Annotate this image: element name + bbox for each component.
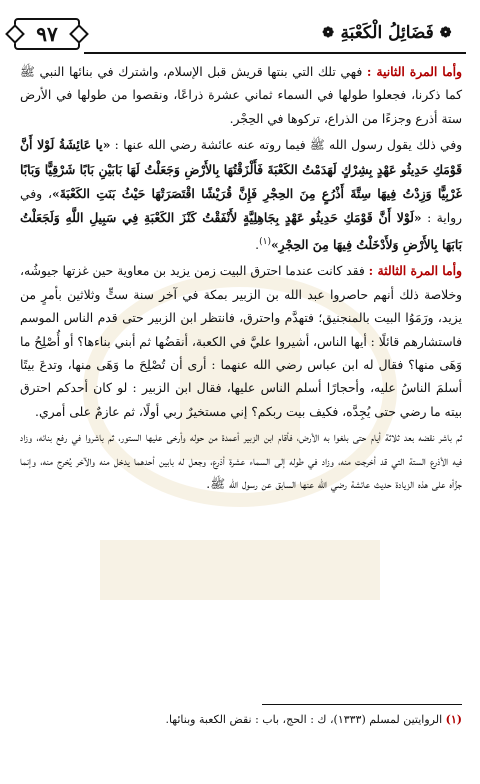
header-rule [84,52,466,54]
paragraph-third-time [20,259,462,424]
paragraph-connector: ، وفي رواية : [20,187,462,226]
paragraph-text: فقد كانت عندما احترق البيت زمن يزيد بن معاوية حين غزتها جيوشُه، وخلاصة ذلك أنهم حاصروا عبد الله بن الزبير بمكة في آخر سنة ستٍّ وثلاثين بأمرٍ من يزيد، ورَمَوُا البيت بالمنجنيق؛ فتهدَّم واحترق، فانتظر ابن الزبير حتى قدم الناس الموسم فاستشارهم قائلًا : أيها الناس، أشيروا عليَّ في الكعبة، أنقضُها ثم أبني بناءها؟ أو أُصْلِحُ ما وَهَى منها؟ فقال له ابن عباس رضي الله عنهما : أرى أن تُصْلِحَ ما وَهَى منها، وتدعَ بيتًا أسلمَ الناسُ عليه، وأحجارًا أسلم الناس عليها، فقال ابن الزبير : لو كان أحدكم احترق بيته ما رضي حتى يُجِدَّه، فكيف بيت ربكم؟ إني مستخيرٌ ربي أولًا، ثم عازمٌ على أمري. [19,264,462,419]
section-label: وأما المرة الثالثة : [368,263,462,279]
ornament-icon: ❁ [439,25,452,41]
page-number-text: ٩٧ [36,22,58,46]
hadith-quote: «لَوْلا أَنَّ قَوْمَكِ حَدِيثُو عَهْدٍ بِجَاهِلِيَّةٍ لأَنْفَقْتُ كَنْزَ الكَعْبَةِ فِي سَبِيلِ اللَّهِ وَلَجَعَلْتُ بَابَهَا بِالأَرْضِ وَلأَدْخَلْتُ فِيهَا مِنَ الحِجْرِ» [20,210,462,252]
page-number [14,18,80,50]
paragraph-second-time [20,60,462,131]
paragraph-end: . [255,237,260,252]
footnote [20,711,462,729]
section-label: وأما المرة الثانية : [366,64,462,79]
paragraph-intro: وفي ذلك يقول رسول الله ﷺ فيما روته عنه عائشة رضي الله عنها : [110,138,463,153]
ornament-icon: ❁ [322,25,335,41]
paragraph-hadith [20,133,462,257]
main-text [20,60,462,496]
footnote-marker[interactable]: (١) [259,236,271,247]
footnote-rule [262,704,462,705]
paragraph-rebuilding [20,426,462,496]
footnote-number: (١) [445,713,462,726]
page-header [14,16,466,52]
paragraph-text: ثم باشر نقضه بعد ثلاثة أيام حتى بلغوا به الأرض، فأقام ابن الزبير أعمدة من حوله وأرخى عليها الستور، ثم باشروا في رفع بنائه، وزاد فيه الأذرع الستة التي قد أخرجت منه، وزاد في طوله إلى السماء عشرة أذرع، وجعل له بابين أحدهما يدخل منه والآخر يُخرج منه، وإنما جزَّأه على هذه الزيادة حديث عائشة رضي الله عنها السابق عن رسول الله ﷺ. [20,430,462,491]
running-title-text: فَضَائِلُ الْكَعْبَةِ [340,23,434,43]
running-title [322,20,452,46]
footnote-text: الروايتين لمسلم (١٣٣٣)، ك : الحج، باب : نقض الكعبة وبنائها. [165,713,446,726]
hadith-quote: «يا عَائِشَةُ لَوْلا أَنَّ قَوْمَكِ حَدِيثُو عَهْدٍ بِشِرْكٍ لَهَدَمْتُ الكَعْبَةَ فَأَلْزَقْتُهَا بِالأَرْضِ وَجَعَلْتُ لَهَا بَابَيْنِ بَابًا شَرْقِيًّا وَبَابًا غَرْبِيًّا وَزِدْتُ فِيهَا سِتَّةَ أَذْرُعٍ مِنَ الحِجْرِ فَإِنَّ قُرَيْشًا اقْتَصَرَتْهَا حَيْثُ بَنَتِ الكَعْبَةَ» [20,137,462,202]
paragraph-text: فهي تلك التي بنتها قريش قبل الإسلام، واشترك في بنائها النبي ﷺ كما ذكرنا، فجعلوا طولها في السماء ثماني عشرة ذراعًا، ونقصوا من طولها في الأرض ستة أذرع وجزءًا من الذراع، تركوها في الحِجْر. [20,65,462,126]
